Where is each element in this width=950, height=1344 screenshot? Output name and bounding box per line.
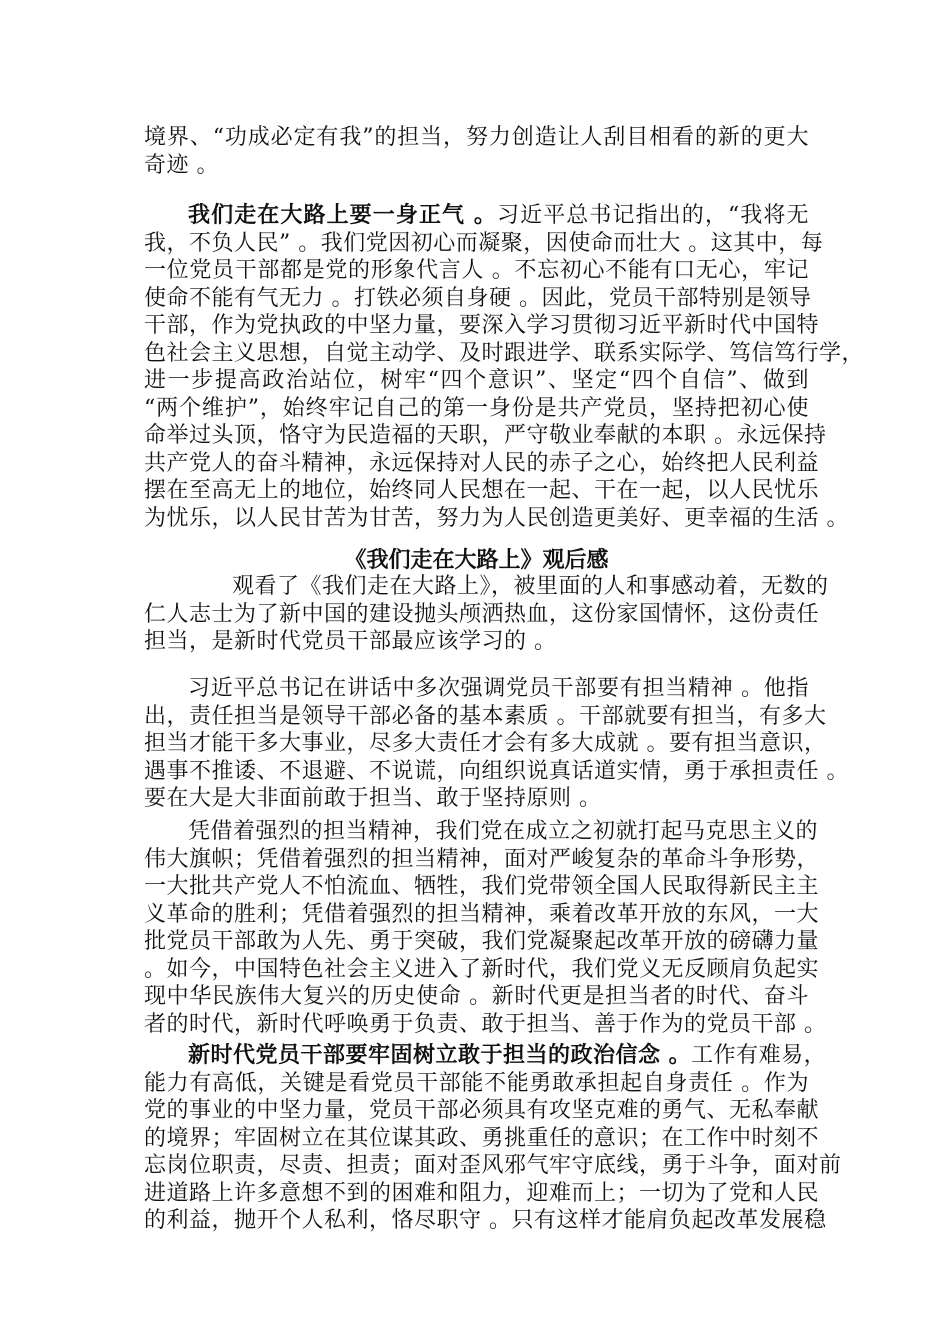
text-line: 一位党员干部都是党的形象代言人 。不忘初心不能有口无心，牢记: [144, 258, 809, 283]
text-line: 色社会主义思想，自觉主动学、及时跟进学、联系实际学、笃信笃行学，: [144, 340, 865, 366]
text-line: 伟大旗帜；凭借着强烈的担当精神，面对严峻复杂的革命斗争形势，: [144, 846, 820, 872]
text-run: 习近平总书记指出的，“我将无: [497, 203, 809, 228]
text-line: 观看了《我们走在大路上》，被里面的人和事感动着，无数的: [232, 574, 829, 599]
text-line: 奇迹 。: [144, 152, 219, 178]
text-line: 能力有高低，关键是看党员干部能不能勇敢承担起自身责任 。作为: [144, 1070, 809, 1096]
paragraph-political-belief: [144, 1042, 842, 1235]
text-line: “两个维护”，始终牢记自己的第一身份是共产党员，坚持把初心使: [144, 395, 809, 421]
text-line: 现中华民族伟大复兴的历史使命 。新时代更是担当者的时代、奋斗: [144, 984, 809, 1009]
text-line: 进一步提高政治站位，树牢“四个意识”、坚定“四个自信”、做到: [144, 368, 809, 393]
text-line: 担当，是新时代党员干部最应该学习的 。: [144, 629, 557, 654]
text-line: 仁人志士为了新中国的建设抛头颅洒热血，这份家国情怀，这份责任: [144, 601, 820, 627]
text-line: 为忧乐，以人民甘苦为甘苦，努力为人民创造更美好、更幸福的生活 。: [144, 505, 849, 531]
article-title: [144, 547, 809, 575]
paragraph-upright-spirit: [144, 202, 865, 532]
paragraph-intro: [144, 573, 829, 656]
text-line: [144, 202, 809, 230]
text-line: 。如今，中国特色社会主义进入了新时代，我们党义无反顾肩负起实: [144, 956, 820, 982]
paragraph-history: [144, 818, 827, 1038]
text-line: 担当才能干多大事业，尽多大责任才会有多大成就 。要有担当意识，: [144, 731, 827, 756]
text-line: 要在大是大非面前敢于担当、敢于坚持原则 。: [144, 786, 602, 811]
text-line: 者的时代，新时代呼唤勇于负责、敢于担当、善于作为的党员干部 。: [144, 1011, 827, 1037]
text-line: 我，不负人民” 。我们党因初心而凝聚，因使命而壮大 。这其中，每: [144, 230, 824, 256]
text-line: 凭借着强烈的担当精神，我们党在成立之初就打起马克思主义的: [188, 819, 819, 844]
text-line: 干部，作为党执政的中坚力量，要深入学习贯彻习近平新时代中国特: [144, 313, 820, 338]
paragraph-continuation: [144, 124, 809, 179]
text-line: 使命不能有气无力 。打铁必须自身硬 。因此，党员干部特别是领导: [144, 285, 812, 311]
text-line: 摆在至高无上的地位，始终同人民想在一起、干在一起，以人民忧乐: [144, 478, 820, 503]
paragraph-responsibility: [144, 675, 849, 813]
text-line: 党的事业的中坚力量，党员干部必须具有攻坚克难的勇气、无私奉献: [144, 1098, 820, 1123]
article-title-text: 《我们走在大路上》观后感: [344, 547, 609, 573]
text-line: 一大批共产党人不怕流血、牺牲，我们党带领全国人民取得新民主主: [144, 874, 820, 899]
text-line: 习近平总书记在讲话中多次强调党员干部要有担当精神 。他指: [188, 676, 809, 701]
text-line: 的境界；牢固树立在其位谋其政、勇挑重任的意识；在工作中时刻不: [144, 1125, 820, 1151]
bold-lead: 我们走在大路上要一身正气 。: [188, 202, 497, 228]
text-line: [144, 1042, 827, 1070]
text-line: 忘岗位职责，尽责、担责；面对歪风邪气牢守底线，勇于斗争，面对前: [144, 1153, 842, 1178]
text-line: 命举过头顶，恪守为民造福的天职，严守敬业奉献的本职 。永远保持: [144, 423, 827, 448]
text-line: 的利益，抛开个人私利，恪尽职守 。只有这样才能肩负起改革发展稳: [144, 1208, 827, 1233]
text-line: 义革命的胜利；凭借着强烈的担当精神，乘着改革开放的东风，一大: [144, 901, 820, 927]
text-line: 批党员干部敢为人先、勇于突破，我们党凝聚起改革开放的磅礴力量: [144, 929, 820, 954]
text-run: 工作有难易，: [691, 1043, 827, 1068]
text-line: 进道路上许多意想不到的困难和阻力，迎难而上；一切为了党和人民: [144, 1180, 820, 1206]
bold-lead: 新时代党员干部要牢固树立敢于担当的政治信念 。: [188, 1042, 692, 1068]
text-line: 境界、“功成必定有我”的担当，努力创造让人刮目相看的新的更大: [144, 125, 809, 150]
text-line: 出，责任担当是领导干部必备的基本素质 。干部就要有担当，有多大: [144, 703, 827, 729]
text-line: 遇事不推诿、不退避、不说谎，向组织说真话道实情，勇于承担责任 。: [144, 758, 849, 784]
text-line: 共产党人的奋斗精神，永远保持对人民的赤子之心，始终把人民利益: [144, 450, 820, 476]
